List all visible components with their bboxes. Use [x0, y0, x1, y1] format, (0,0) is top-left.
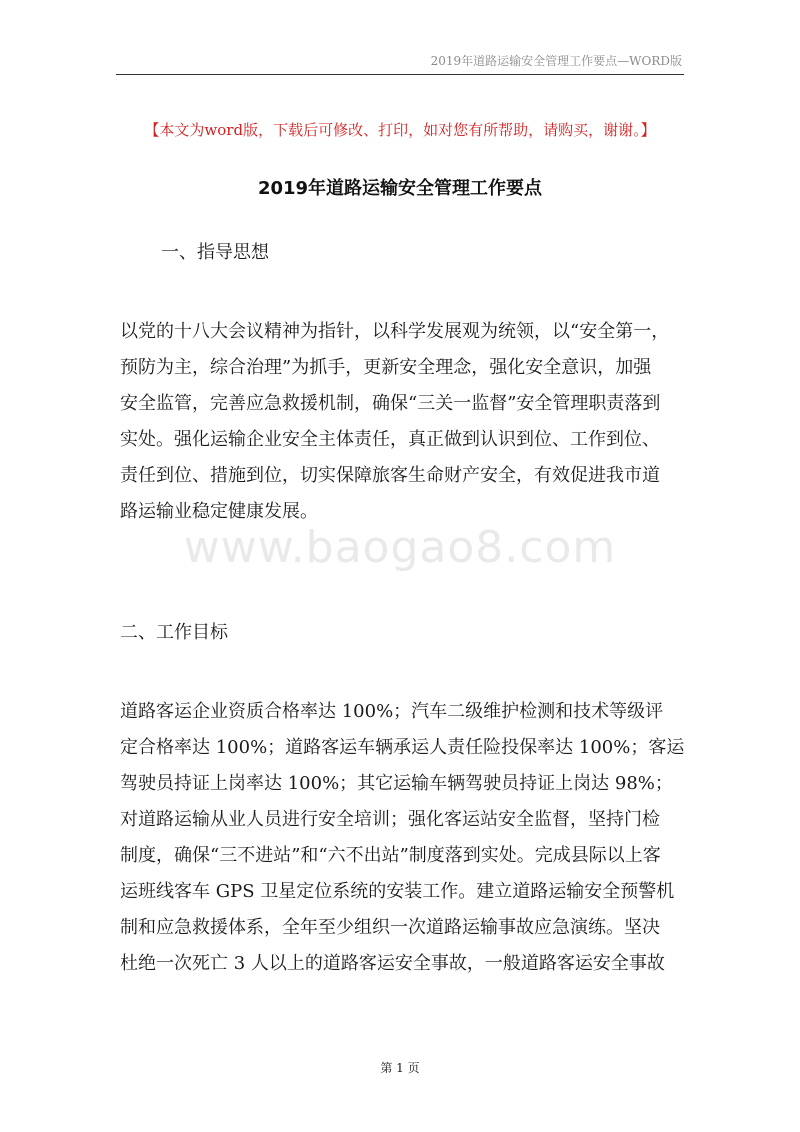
download-notice: 【本文为word版，下载后可修改、打印，如对您有所帮助，请购买，谢谢。】	[144, 121, 656, 139]
paragraph-line: 实处。强化运输企业安全主体责任，真正做到认识到位、工作到位、	[120, 429, 660, 450]
header-divider	[116, 74, 684, 75]
paragraph-work-goals	[120, 694, 686, 982]
paragraph-line: 制度，确保“三不进站”和“六不出站”制度落到实处。完成县际以上客	[120, 845, 661, 866]
paragraph-line: 以党的十八大会议精神为指针，以科学发展观为统领，以“安全第一，	[120, 321, 670, 342]
paragraph-line: 安全监管，完善应急救援机制，确保“三关一监督”安全管理职责落到	[120, 393, 661, 414]
paragraph-line: 运班线客车 GPS 卫星定位系统的安装工作。建立道路运输安全预警机	[120, 881, 675, 902]
paragraph-line: 对道路运输从业人员进行安全培训；强化客运站安全监督，坚持门检	[120, 809, 660, 830]
paragraph-line: 定合格率达 100%；道路客运车辆承运人责任险投保率达 100%；客运	[120, 737, 685, 758]
section-heading-guiding-ideology: 一、指导思想	[161, 242, 269, 263]
paragraph-line: 预防为主，综合治理”为抓手，更新安全理念，强化安全意识，加强	[120, 357, 652, 378]
paragraph-line: 驾驶员持证上岗率达 100%；其它运输车辆驾驶员持证上岗达 98%；	[120, 773, 673, 794]
paragraph-line: 道路客运企业资质合格率达 100%；汽车二级维护检测和技术等级评	[120, 701, 664, 722]
document-title: 2019年道路运输安全管理工作要点	[257, 178, 543, 199]
paragraph-line: 责任到位、措施到位，切实保障旅客生命财产安全，有效促进我市道	[120, 465, 660, 486]
paragraph-line: 制和应急救援体系，全年至少组织一次道路运输事故应急演练。坚决	[120, 917, 660, 938]
paragraph-line: 路运输业稳定健康发展。	[120, 501, 318, 522]
page-number: 第 1 页	[380, 1061, 420, 1075]
section-heading-work-goals: 二、工作目标	[120, 622, 228, 643]
running-header: 2019年道路运输安全管理工作要点—WORD版	[430, 54, 682, 68]
paragraph-guiding-ideology	[120, 314, 686, 530]
watermark: www.baogao8.com	[183, 522, 617, 573]
paragraph-line: 杜绝一次死亡 3 人以上的道路客运安全事故，一般道路客运安全事故	[120, 953, 665, 974]
